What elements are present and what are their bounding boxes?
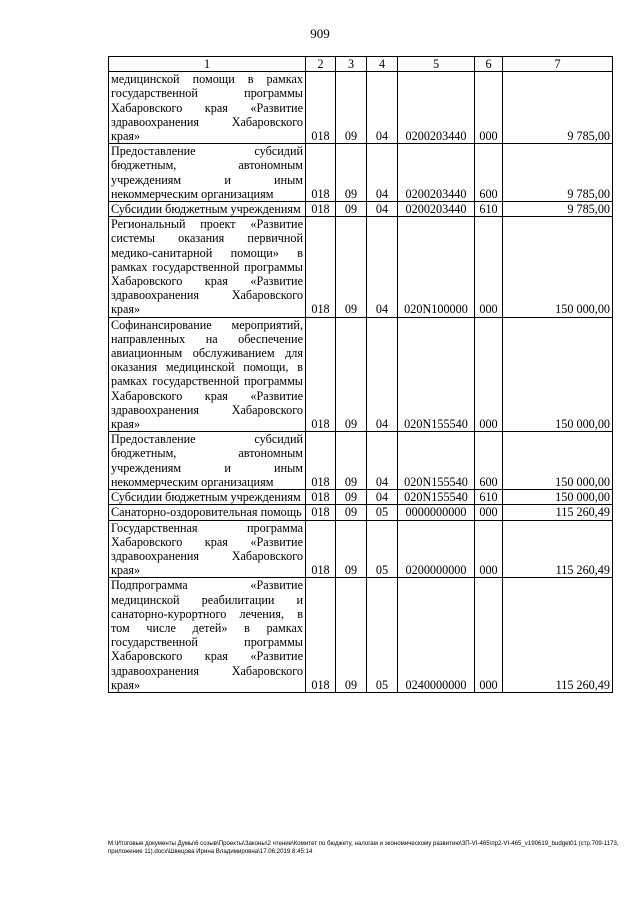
row-name: Санаторно-оздоровительная помощь	[109, 505, 306, 520]
row-expense-type: 000	[475, 505, 503, 520]
table-row	[109, 432, 613, 490]
column-header: 1	[109, 57, 306, 72]
row-subsection-code: 05	[367, 505, 398, 520]
row-section-code: 09	[336, 72, 367, 144]
row-amount: 115 260,49	[503, 578, 613, 693]
row-subsection-code: 04	[367, 144, 398, 202]
row-target-article: 0240000000	[398, 578, 475, 693]
row-amount: 9 785,00	[503, 144, 613, 202]
row-subsection-code: 04	[367, 432, 398, 490]
row-expense-type: 000	[475, 578, 503, 693]
row-expense-type: 600	[475, 144, 503, 202]
row-target-article: 020N155540	[398, 490, 475, 505]
row-amount: 150 000,00	[503, 490, 613, 505]
row-name: Государственная программа Хабаровского края «Развитие здравоохранения Хабаровского края»	[109, 520, 306, 578]
row-section-code: 09	[336, 520, 367, 578]
row-target-article: 0200203440	[398, 202, 475, 217]
row-ministry-code: 018	[306, 144, 336, 202]
column-header: 3	[336, 57, 367, 72]
row-target-article: 020N100000	[398, 217, 475, 317]
row-section-code: 09	[336, 490, 367, 505]
row-name: Субсидии бюджетным учреждениям	[109, 490, 306, 505]
row-amount: 115 260,49	[503, 505, 613, 520]
column-header: 6	[475, 57, 503, 72]
row-name: Предоставление субсидий бюджетным, автономным учреждениям и иным некоммерческим организациям	[109, 432, 306, 490]
row-ministry-code: 018	[306, 217, 336, 317]
row-name: Предоставление субсидий бюджетным, автономным учреждениям и иным некоммерческим организациям	[109, 144, 306, 202]
row-expense-type: 610	[475, 490, 503, 505]
row-ministry-code: 018	[306, 72, 336, 144]
column-header: 2	[306, 57, 336, 72]
table-row	[109, 578, 613, 693]
document-file-path: М:\Итоговые документы Думы\6 созыв\Проекты\Законы\2 чтение\Комитет по бюджету, налогам и экономическому развитию\ЗП-VI-465\пр2-VI-465_v190619_budget01 (стр.709-1173, приложение 11).docx\Швецова Ирина Владимировна\17.06.2019 8:45:14	[108, 840, 619, 855]
row-name: Софинансирование мероприятий, направленных на обеспечение авиационным обслуживанием для оказания медицинской помощи, в рамках государственной программы Хабаровского края «Развитие здравоохранения Хабаровского края»	[109, 317, 306, 432]
row-name: Подпрограмма «Развитие медицинской реабилитации и санаторно-курортного лечения, в том числе детей» в рамках государственной программы Хабаровского края «Развитие здравоохранения Хабаровского края»	[109, 578, 306, 693]
row-ministry-code: 018	[306, 578, 336, 693]
row-subsection-code: 04	[367, 317, 398, 432]
row-expense-type: 000	[475, 72, 503, 144]
table-row	[109, 490, 613, 505]
table-row	[109, 317, 613, 432]
row-target-article: 020N155540	[398, 432, 475, 490]
table-row	[109, 520, 613, 578]
row-amount: 150 000,00	[503, 317, 613, 432]
row-amount: 9 785,00	[503, 72, 613, 144]
row-expense-type: 000	[475, 317, 503, 432]
row-target-article: 0200203440	[398, 72, 475, 144]
row-ministry-code: 018	[306, 202, 336, 217]
row-subsection-code: 04	[367, 217, 398, 317]
table-row	[109, 217, 613, 317]
row-expense-type: 000	[475, 520, 503, 578]
row-ministry-code: 018	[306, 505, 336, 520]
row-section-code: 09	[336, 505, 367, 520]
row-expense-type: 600	[475, 432, 503, 490]
budget-table	[108, 56, 613, 693]
row-target-article: 0200000000	[398, 520, 475, 578]
row-target-article: 0000000000	[398, 505, 475, 520]
row-subsection-code: 05	[367, 520, 398, 578]
row-amount: 9 785,00	[503, 202, 613, 217]
row-expense-type: 000	[475, 217, 503, 317]
column-header: 7	[503, 57, 613, 72]
table-row	[109, 202, 613, 217]
row-section-code: 09	[336, 217, 367, 317]
table-row	[109, 72, 613, 144]
page-number: 909	[310, 26, 330, 41]
row-ministry-code: 018	[306, 317, 336, 432]
row-target-article: 020N155540	[398, 317, 475, 432]
row-section-code: 09	[336, 202, 367, 217]
row-name: Субсидии бюджетным учреждениям	[109, 202, 306, 217]
row-target-article: 0200203440	[398, 144, 475, 202]
row-subsection-code: 04	[367, 72, 398, 144]
column-header: 4	[367, 57, 398, 72]
row-expense-type: 610	[475, 202, 503, 217]
row-section-code: 09	[336, 578, 367, 693]
row-name: Региональный проект «Развитие системы оказания первичной медико-санитарной помощи» в рамках государственной программы Хабаровского края «Развитие здравоохранения Хабаровского края»	[109, 217, 306, 317]
table-row	[109, 505, 613, 520]
row-section-code: 09	[336, 432, 367, 490]
row-subsection-code: 04	[367, 490, 398, 505]
row-ministry-code: 018	[306, 520, 336, 578]
row-subsection-code: 04	[367, 202, 398, 217]
row-name: медицинской помощи в рамках государственной программы Хабаровского края «Развитие здравоохранения Хабаровского края»	[109, 72, 306, 144]
row-ministry-code: 018	[306, 490, 336, 505]
table-row	[109, 144, 613, 202]
row-amount: 150 000,00	[503, 432, 613, 490]
row-ministry-code: 018	[306, 432, 336, 490]
row-amount: 150 000,00	[503, 217, 613, 317]
header-row	[109, 57, 613, 72]
row-subsection-code: 05	[367, 578, 398, 693]
row-amount: 115 260,49	[503, 520, 613, 578]
row-section-code: 09	[336, 144, 367, 202]
row-section-code: 09	[336, 317, 367, 432]
column-header: 5	[398, 57, 475, 72]
